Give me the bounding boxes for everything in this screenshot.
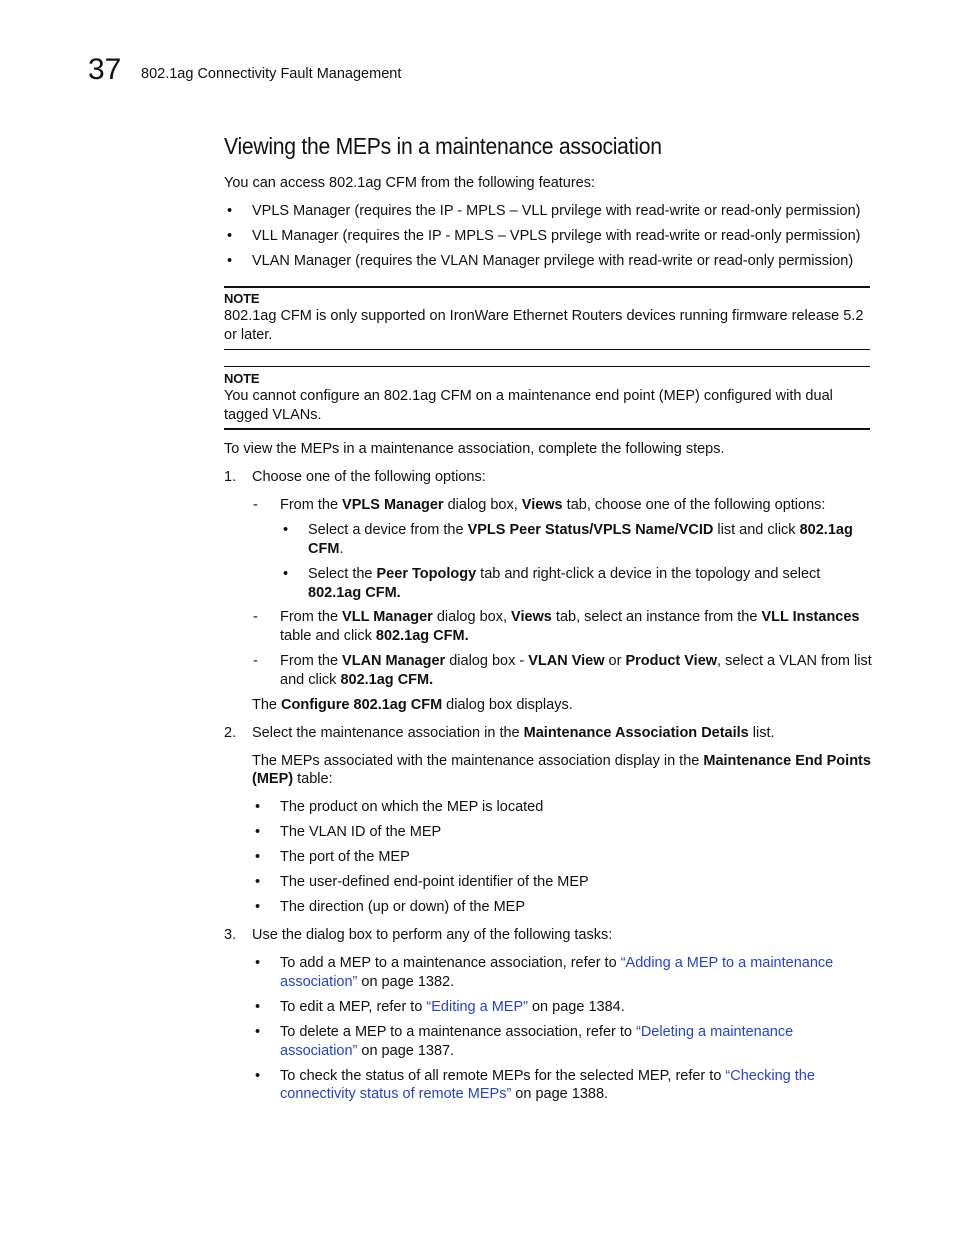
sub-option-text: CFM. bbox=[308, 541, 344, 557]
note-bottom-rule bbox=[224, 349, 870, 350]
step-number: 3. bbox=[224, 927, 237, 943]
bullet-icon: • bbox=[255, 824, 261, 840]
note-top-rule bbox=[224, 286, 870, 288]
list-item: The VLAN ID of the MEP bbox=[280, 824, 442, 840]
step-text: Choose one of the following options: bbox=[252, 469, 486, 485]
option-vll: table and click 802.1ag CFM. bbox=[280, 628, 469, 644]
bullet-icon: • bbox=[227, 203, 233, 219]
bullet-icon: • bbox=[255, 955, 261, 971]
note-text: tagged VLANs. bbox=[224, 407, 322, 423]
bullet-icon: • bbox=[255, 799, 261, 815]
link-adding-mep[interactable]: “Adding a MEP to a maintenance bbox=[620, 955, 834, 971]
task-item: connectivity status of remote MEPs” on page 1388. bbox=[280, 1086, 609, 1102]
option-vlan: From the VLAN Manager dialog box - VLAN View or Product View, select a VLAN from list bbox=[280, 653, 872, 669]
step-number: 2. bbox=[224, 725, 237, 741]
option-vpls: From the VPLS Manager dialog box, Views tab, choose one of the following options: bbox=[280, 497, 826, 513]
bullet-icon: • bbox=[255, 1068, 261, 1084]
note-bottom-rule bbox=[224, 428, 870, 430]
dash-marker: - bbox=[253, 653, 258, 669]
list-item: VLL Manager (requires the IP - MPLS – VPLS prvilege with read-write or read-only permission) bbox=[252, 228, 861, 244]
bullet-icon: • bbox=[255, 849, 261, 865]
note-top-rule bbox=[224, 366, 870, 367]
option-vlan: and click 802.1ag CFM. bbox=[280, 672, 434, 688]
bullet-icon: • bbox=[255, 999, 261, 1015]
dash-marker: - bbox=[253, 609, 258, 625]
sub-option-text: Select a device from the VPLS Peer Status/VPLS Name/VCID list and click 802.1ag bbox=[308, 522, 853, 538]
option-vll: From the VLL Manager dialog box, Views tab, select an instance from the VLL Instances bbox=[280, 609, 860, 625]
bullet-icon: • bbox=[227, 253, 233, 269]
note-text: or later. bbox=[224, 327, 273, 343]
list-item: The user-defined end-point identifier of the MEP bbox=[280, 874, 589, 890]
list-item: VPLS Manager (requires the IP - MPLS – VLL prvilege with read-write or read-only permission) bbox=[252, 203, 861, 219]
steps-intro: To view the MEPs in a maintenance association, complete the following steps. bbox=[224, 441, 725, 457]
note-text: You cannot configure an 802.1ag CFM on a maintenance end point (MEP) configured with dual bbox=[224, 388, 833, 404]
bullet-icon: • bbox=[255, 899, 261, 915]
step-result: The Configure 802.1ag CFM dialog box displays. bbox=[252, 697, 573, 713]
task-item: To delete a MEP to a maintenance association, refer to “Deleting a maintenance bbox=[280, 1024, 794, 1040]
list-item: VLAN Manager (requires the VLAN Manager prvilege with read-write or read-only permission) bbox=[252, 253, 854, 269]
list-item: The product on which the MEP is located bbox=[280, 799, 544, 815]
chapter-title: 802.1ag Connectivity Fault Management bbox=[141, 66, 402, 82]
chapter-number: 37 bbox=[88, 53, 122, 86]
sub-option-text: Select the Peer Topology tab and right-click a device in the topology and select bbox=[308, 566, 821, 582]
task-item: association” on page 1387. bbox=[280, 1043, 455, 1059]
link-deleting-ma[interactable]: association” bbox=[280, 1043, 358, 1059]
link-checking-status[interactable]: “Checking the bbox=[725, 1068, 815, 1084]
bullet-icon: • bbox=[227, 228, 233, 244]
intro-text: You can access 802.1ag CFM from the following features: bbox=[224, 175, 596, 191]
step-text: Select the maintenance association in the Maintenance Association Details list. bbox=[252, 725, 775, 741]
task-item: association” on page 1382. bbox=[280, 974, 455, 990]
task-item: To check the status of all remote MEPs for the selected MEP, refer to “Checking the bbox=[280, 1068, 815, 1084]
bullet-icon: • bbox=[283, 566, 289, 582]
step-text: Use the dialog box to perform any of the following tasks: bbox=[252, 927, 613, 943]
sub-option-text: 802.1ag CFM. bbox=[308, 585, 401, 601]
note-label: NOTE bbox=[224, 371, 260, 386]
list-item: The port of the MEP bbox=[280, 849, 410, 865]
bullet-icon: • bbox=[255, 1024, 261, 1040]
step-number: 1. bbox=[224, 469, 237, 485]
list-item: The direction (up or down) of the MEP bbox=[280, 899, 526, 915]
bullet-icon: • bbox=[283, 522, 289, 538]
note-text: 802.1ag CFM is only supported on IronWare Ethernet Routers devices running firmware release 5.2 bbox=[224, 308, 864, 324]
link-checking-status[interactable]: connectivity status of remote MEPs” bbox=[280, 1086, 512, 1102]
step-description: The MEPs associated with the maintenance association display in the Maintenance End Points bbox=[252, 753, 871, 769]
note-label: NOTE bbox=[224, 291, 260, 306]
dash-marker: - bbox=[253, 497, 258, 513]
task-item: To add a MEP to a maintenance association, refer to “Adding a MEP to a maintenance bbox=[280, 955, 834, 971]
link-deleting-ma[interactable]: “Deleting a maintenance bbox=[636, 1024, 794, 1040]
section-title: Viewing the MEPs in a maintenance association bbox=[224, 133, 662, 159]
bullet-icon: • bbox=[255, 874, 261, 890]
step-description: (MEP) table: bbox=[252, 771, 333, 787]
link-adding-mep[interactable]: association” bbox=[280, 974, 358, 990]
link-editing-mep[interactable]: “Editing a MEP” bbox=[426, 999, 528, 1015]
task-item: To edit a MEP, refer to “Editing a MEP” on page 1384. bbox=[280, 999, 625, 1015]
